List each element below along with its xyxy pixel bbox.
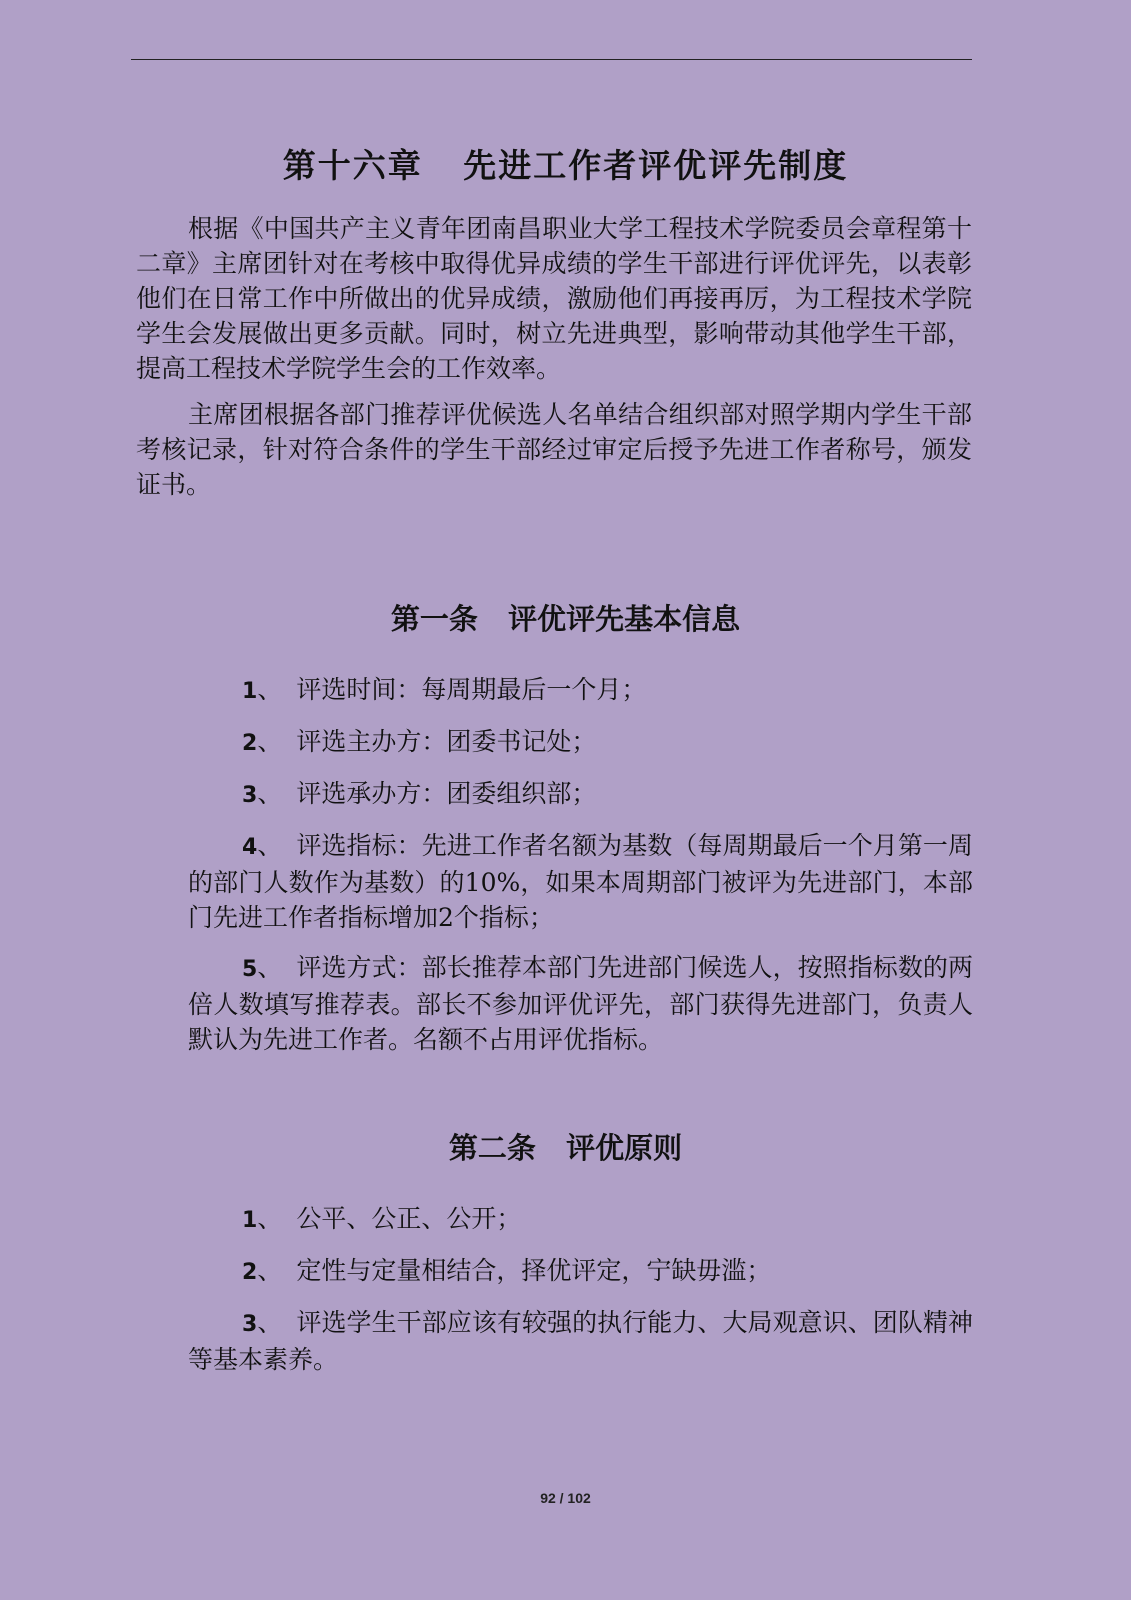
item-number: 2 <box>242 1260 258 1285</box>
item-text: 评选指标：先进工作者名额为基数（每周期最后一个月第一周的部门人数作为基数）的10%，如果本周期部门被评为先进部门，本部门先进工作者指标增加2个指标； <box>188 831 973 932</box>
chapter-title: 第十六章 先进工作者评优评先制度 <box>282 146 849 185</box>
article-1-item-2 <box>188 724 973 761</box>
item-text: 评选方式：部长推荐本部门先进部门候选人，按照指标数的两倍人数填写推荐表。部长不参加评优评先，部门获得先进部门，负责人默认为先进工作者。名额不占用评优指标。 <box>188 953 973 1054</box>
article-1-item-3 <box>188 776 973 813</box>
item-text: 定性与定量相结合，择优评定，宁缺毋滥； <box>296 1256 772 1285</box>
item-separator: 、 <box>257 1204 283 1233</box>
item-number: 3 <box>242 1312 258 1337</box>
article-1-title: 第一条 评优评先基本信息 <box>390 602 741 636</box>
item-number: 2 <box>242 731 258 756</box>
item-number: 3 <box>242 783 258 808</box>
article-1-item-5 <box>188 950 973 1057</box>
intro-paragraph-1: 根据《中国共产主义青年团南昌职业大学工程技术学院委员会章程第十二章》主席团针对在考核中取得优异成绩的学生干部进行评优评先，以表彰他们在日常工作中所做出的优异成绩，激励他们再接再厉，为工程技术学院学生会发展做出更多贡献。同时，树立先进典型，影响带动其他学生干部，提高工程技术学院学生会的工作效率。 <box>136 214 972 383</box>
article-2-item-3 <box>188 1305 973 1377</box>
article-1-item-4 <box>188 828 973 935</box>
header-rule <box>131 59 972 60</box>
item-separator: 、 <box>257 1256 283 1285</box>
item-separator: 、 <box>257 675 283 704</box>
item-text: 公平、公正、公开； <box>296 1204 522 1233</box>
item-number: 5 <box>242 957 258 982</box>
intro-paragraph-2: 主席团根据各部门推荐评优候选人名单结合组织部对照学期内学生干部考核记录，针对符合条件的学生干部经过审定后授予先进工作者称号，颁发证书。 <box>136 400 972 499</box>
item-separator: 、 <box>257 953 283 982</box>
item-number: 1 <box>242 679 258 704</box>
page-number: 92 / 102 <box>540 1490 591 1506</box>
article-2-title: 第二条 评优原则 <box>448 1131 683 1165</box>
item-text: 评选承办方：团委组织部； <box>296 779 597 808</box>
item-number: 4 <box>242 835 258 860</box>
item-separator: 、 <box>257 727 283 756</box>
item-text: 评选学生干部应该有较强的执行能力、大局观意识、团队精神等基本素养。 <box>188 1308 973 1374</box>
item-separator: 、 <box>257 779 283 808</box>
article-1-item-1 <box>188 672 973 709</box>
item-text: 评选主办方：团委书记处； <box>296 727 597 756</box>
item-separator: 、 <box>257 1308 283 1337</box>
article-2-item-2 <box>188 1253 973 1290</box>
item-separator: 、 <box>257 831 283 860</box>
item-text: 评选时间：每周期最后一个月； <box>296 675 647 704</box>
article-2-item-1 <box>188 1201 973 1238</box>
item-number: 1 <box>242 1208 258 1233</box>
